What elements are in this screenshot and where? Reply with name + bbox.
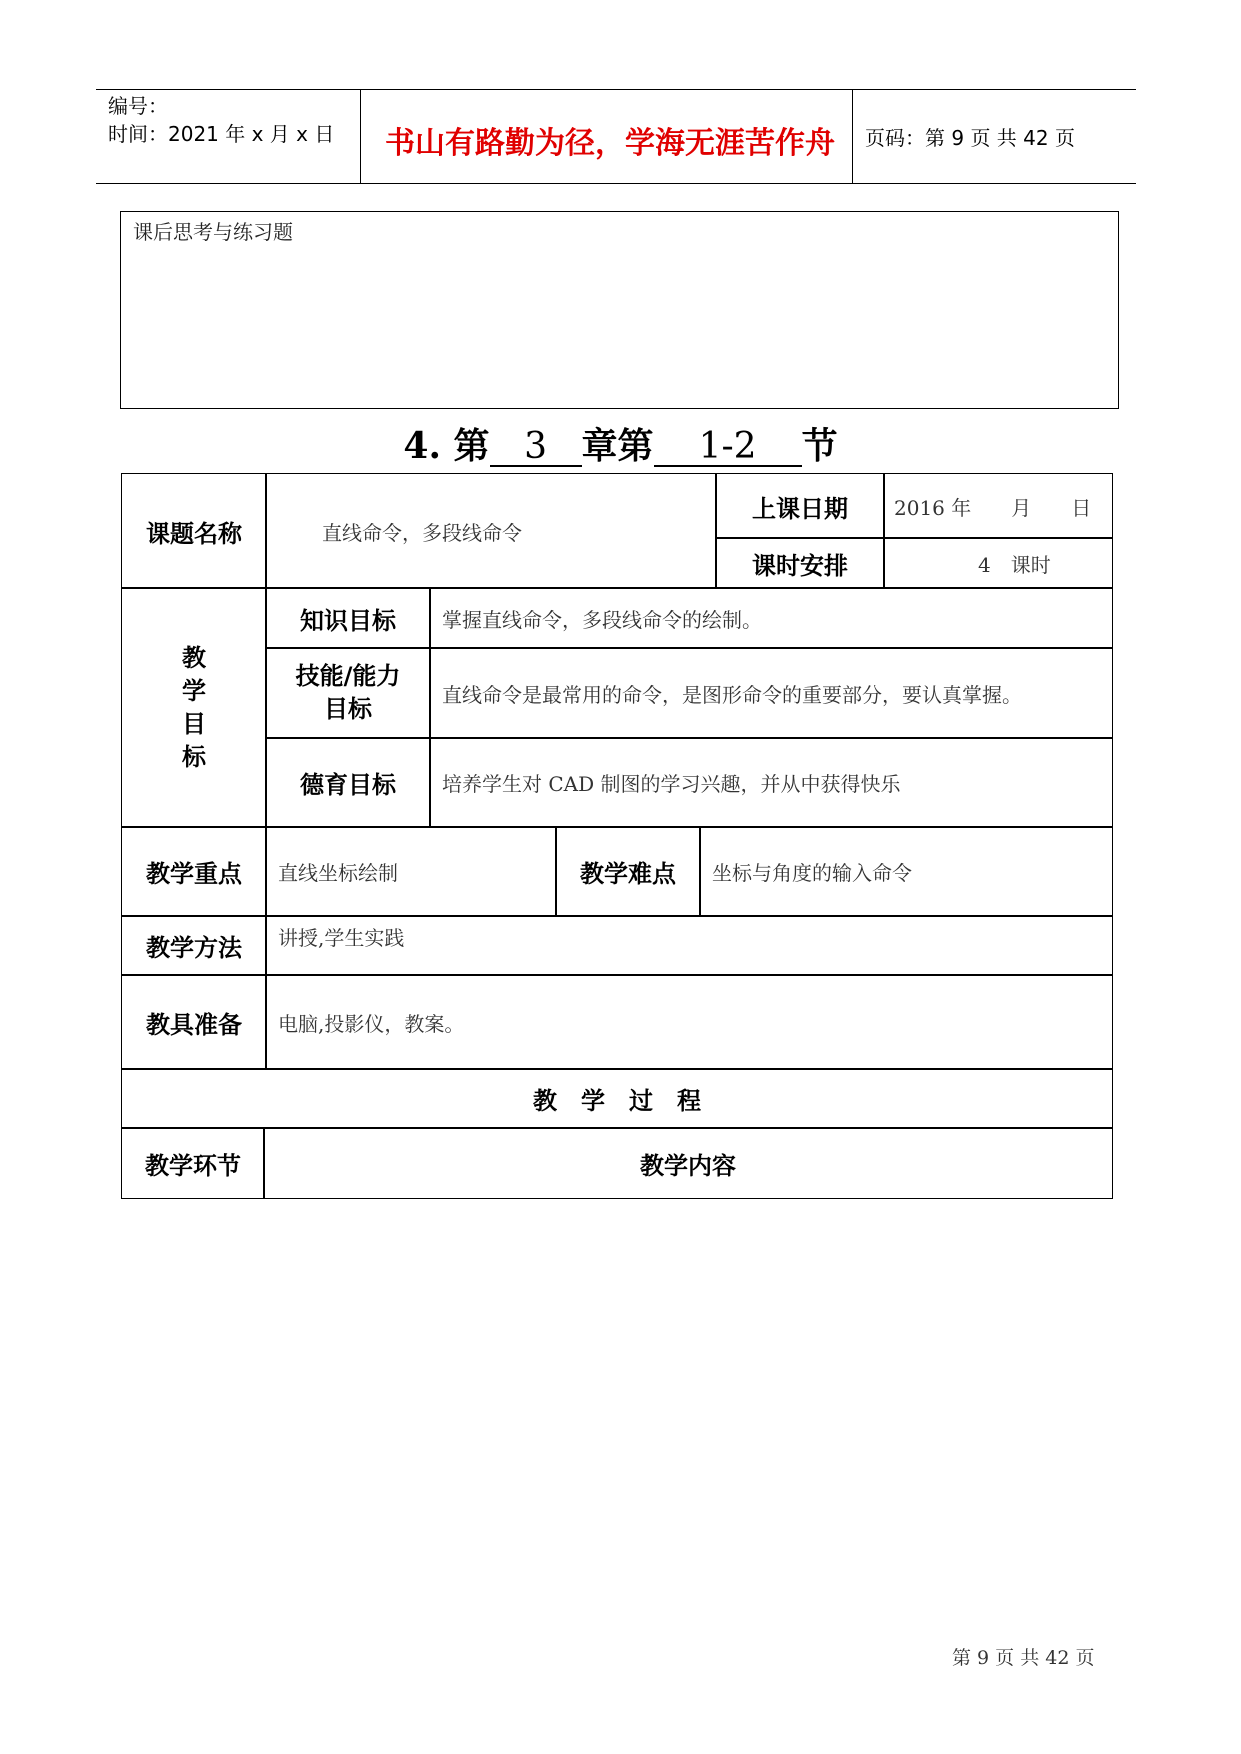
content-label: 教学内容 xyxy=(263,1127,1113,1199)
tools-value: 电脑,投影仪，教案。 xyxy=(265,974,1113,1070)
moral-goal-value: 培养学生对 CAD 制图的学习兴趣，并从中获得快乐 xyxy=(429,737,1113,828)
process-title: 教 学 过 程 xyxy=(121,1068,1113,1129)
knowledge-goal-label: 知识目标 xyxy=(265,587,431,649)
goals-char-3: 目 xyxy=(182,709,206,738)
key-point-label: 教学重点 xyxy=(121,826,267,917)
knowledge-goal-value: 掌握直线命令，多段线命令的绘制。 xyxy=(429,587,1113,649)
topic-value: 直线命令，多段线命令 xyxy=(265,473,717,589)
difficulty-label: 教学难点 xyxy=(555,826,701,917)
header-motto: 书山有路勤为径，学海无涯苦作舟 xyxy=(385,126,835,161)
serial-label: 编号： xyxy=(108,94,168,118)
goals-char-2: 学 xyxy=(182,676,206,705)
header-divider-right xyxy=(852,89,853,183)
skill-goal-value: 直线命令是最常用的命令，是图形命令的重要部分，要认真掌握。 xyxy=(429,647,1113,739)
difficulty-value: 坐标与角度的输入命令 xyxy=(699,826,1113,917)
header-bottom-rule xyxy=(96,183,1136,184)
goals-char-1: 教 xyxy=(182,643,206,672)
time-label: 时间：2021 年 x 月 x 日 xyxy=(108,122,335,146)
date-value: 2016 年 月 日 xyxy=(883,473,1113,539)
chapter-number: 3 xyxy=(490,429,582,467)
stage-label: 教学环节 xyxy=(121,1127,265,1199)
exercise-box xyxy=(120,211,1119,409)
tools-label: 教具准备 xyxy=(121,974,267,1070)
skill-goal-label-line1: 技能/能力 xyxy=(295,662,401,690)
page-info: 页码：第 9 页 共 42 页 xyxy=(865,126,1075,150)
goals-char-4: 标 xyxy=(182,742,206,771)
footer-page-number: 第 9 页 共 42 页 xyxy=(952,1647,1095,1669)
skill-goal-label xyxy=(265,647,431,739)
moral-goal-label: 德育目标 xyxy=(265,737,431,828)
method-label: 教学方法 xyxy=(121,915,267,976)
hours-label: 课时安排 xyxy=(715,537,885,589)
section-number: 1-2 xyxy=(654,429,802,467)
method-value: 讲授,学生实践 xyxy=(265,915,1113,976)
topic-label: 课题名称 xyxy=(121,473,267,589)
header-top-rule xyxy=(96,89,1136,90)
chapter-prefix: 4. 第 xyxy=(403,425,490,467)
chapter-heading xyxy=(0,418,1241,469)
teaching-goals-label xyxy=(121,587,267,828)
skill-goal-label-line2: 目标 xyxy=(324,695,372,723)
key-point-value: 直线坐标绘制 xyxy=(265,826,557,917)
chapter-mid: 章第 xyxy=(581,425,654,467)
hours-value: 4 课时 xyxy=(883,537,1113,589)
chapter-suffix: 节 xyxy=(801,425,838,467)
exercise-label: 课后思考与练习题 xyxy=(133,220,293,244)
header-divider-left xyxy=(360,89,361,183)
date-label: 上课日期 xyxy=(715,473,885,539)
